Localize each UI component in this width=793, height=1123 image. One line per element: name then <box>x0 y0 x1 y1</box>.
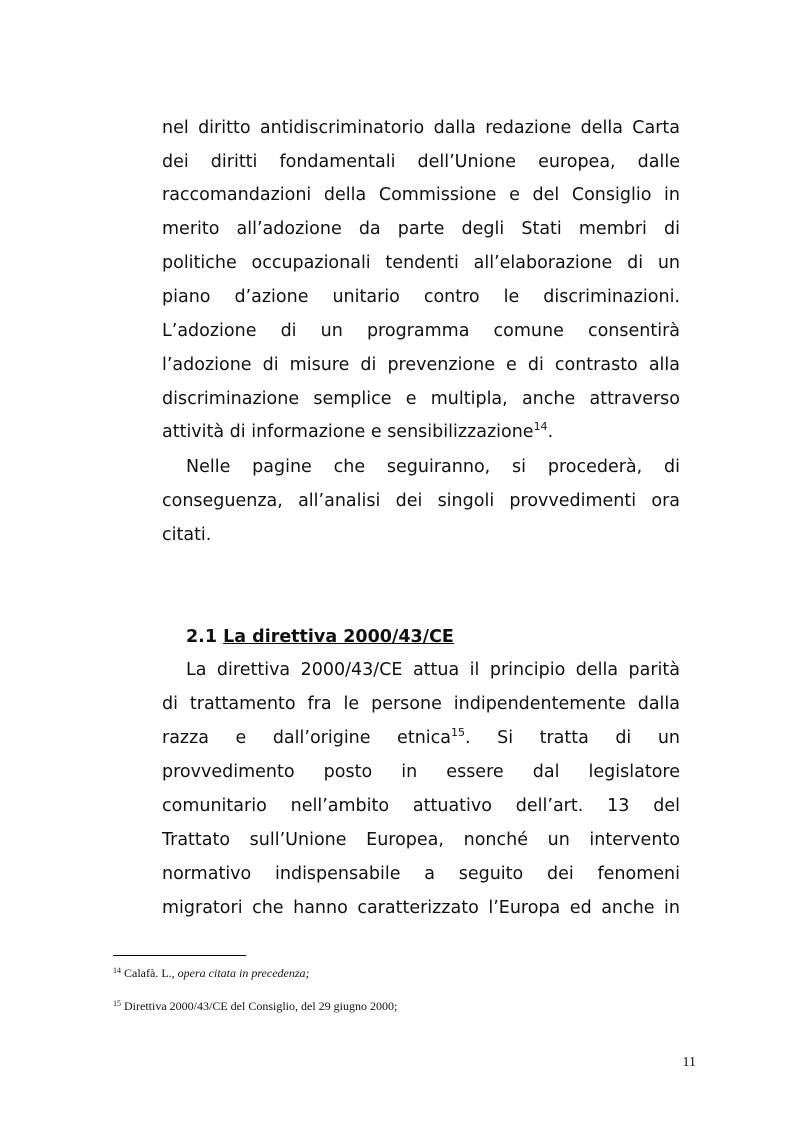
body-line: normativo indispensabile a seguito dei fenomeni <box>162 864 680 884</box>
body-line: La direttiva 2000/43/CE attua il principio della parità <box>186 660 680 680</box>
body-line: piano d’azione unitario contro le discriminazioni. <box>162 287 680 307</box>
body-line: politiche occupazionali tendenti all’elaborazione di un <box>162 253 680 273</box>
footnote-ref-14[interactable]: 14 <box>533 420 548 433</box>
footnote-14 <box>113 966 673 981</box>
body-line: L’adozione di un programma comune consentirà <box>162 321 680 341</box>
section-heading <box>186 626 680 648</box>
footnote-15 <box>113 999 673 1014</box>
body-line: comunitario nell’ambito attuativo dell’art. 13 del <box>162 796 680 816</box>
heading-number: 2.1 <box>186 627 218 647</box>
body-text: attività di informazione e sensibilizzazione <box>162 422 534 442</box>
footnote-text: Calafà. L., <box>124 966 178 980</box>
body-line: migratori che hanno caratterizzato l’Europa ed anche in <box>162 898 680 918</box>
page-number: 11 <box>682 1055 696 1070</box>
body-line: l’adozione di misure di prevenzione e di contrasto alla <box>162 355 680 375</box>
body-line: Trattato sull’Unione Europea, nonché un intervento <box>162 830 680 850</box>
footnote-text-italic: opera citata in precedenza; <box>177 966 310 980</box>
footnote-number: 15 <box>113 999 121 1008</box>
body-line: merito all’adozione da parte degli Stati membri di <box>162 219 680 239</box>
body-line: Nelle pagine che seguiranno, si procederà, di <box>186 457 680 477</box>
body-line: citati. <box>162 525 212 545</box>
body-line: raccomandazioni della Commissione e del Consiglio in <box>162 185 680 205</box>
body-text: . Si tratta di un <box>465 728 681 748</box>
body-line: discriminazione semplice e multipla, anche attraverso <box>162 389 680 409</box>
footnote-divider <box>113 955 246 956</box>
body-line <box>162 421 680 443</box>
body-line: conseguenza, all’analisi dei singoli provvedimenti ora <box>162 491 680 511</box>
body-text: . <box>547 422 554 442</box>
heading-title: La direttiva 2000/43/CE <box>223 627 454 647</box>
body-line: dei diritti fondamentali dell’Unione europea, dalle <box>162 152 680 172</box>
footnote-ref-15[interactable]: 15 <box>451 726 465 739</box>
footnote-number: 14 <box>113 966 121 975</box>
body-line <box>162 727 680 749</box>
body-line: provvedimento posto in essere dal legislatore <box>162 762 680 782</box>
body-line: nel diritto antidiscriminatorio dalla redazione della Carta <box>162 118 680 138</box>
body-line: di trattamento fra le persone indipendentemente dalla <box>162 694 680 714</box>
footnote-text: Direttiva 2000/43/CE del Consiglio, del 29 giugno 2000; <box>124 999 398 1013</box>
body-text: razza e dall’origine etnica <box>162 728 451 748</box>
